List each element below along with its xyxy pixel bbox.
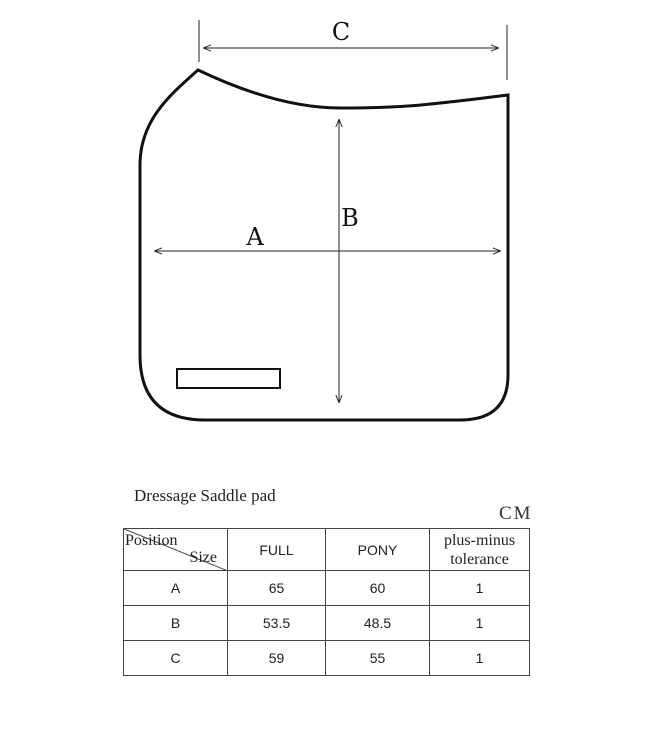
dimension-label-a: A <box>246 223 264 251</box>
table-header-row <box>124 529 530 571</box>
row-position: A <box>124 571 228 606</box>
row-position: B <box>124 606 228 641</box>
row-pony: 48.5 <box>326 606 430 641</box>
unit-label: CM <box>499 503 533 524</box>
table-row <box>124 606 530 641</box>
row-full: 59 <box>228 641 326 676</box>
row-full: 65 <box>228 571 326 606</box>
size-table <box>123 528 530 676</box>
table-row <box>124 641 530 676</box>
dimension-label-c: C <box>331 18 351 46</box>
tolerance-line-2: tolerance <box>450 550 509 568</box>
row-tolerance: 1 <box>430 641 530 676</box>
dimension-label-b: B <box>341 204 359 232</box>
row-tolerance: 1 <box>430 606 530 641</box>
row-full: 53.5 <box>228 606 326 641</box>
saddle-pad-outline <box>140 70 508 420</box>
table-title: Dressage Saddle pad <box>134 486 276 505</box>
header-tolerance <box>430 529 530 571</box>
row-tolerance: 1 <box>430 571 530 606</box>
row-pony: 55 <box>326 641 430 676</box>
table-row <box>124 571 530 606</box>
corner-size-label: Size <box>189 549 217 566</box>
corner-header-cell <box>124 529 228 571</box>
header-pony: PONY <box>326 529 430 571</box>
corner-position-label: Position <box>125 532 178 549</box>
row-position: C <box>124 641 228 676</box>
row-pony: 60 <box>326 571 430 606</box>
tolerance-line-1: plus-minus <box>443 531 516 549</box>
header-full: FULL <box>228 529 326 571</box>
label-patch <box>177 369 280 388</box>
